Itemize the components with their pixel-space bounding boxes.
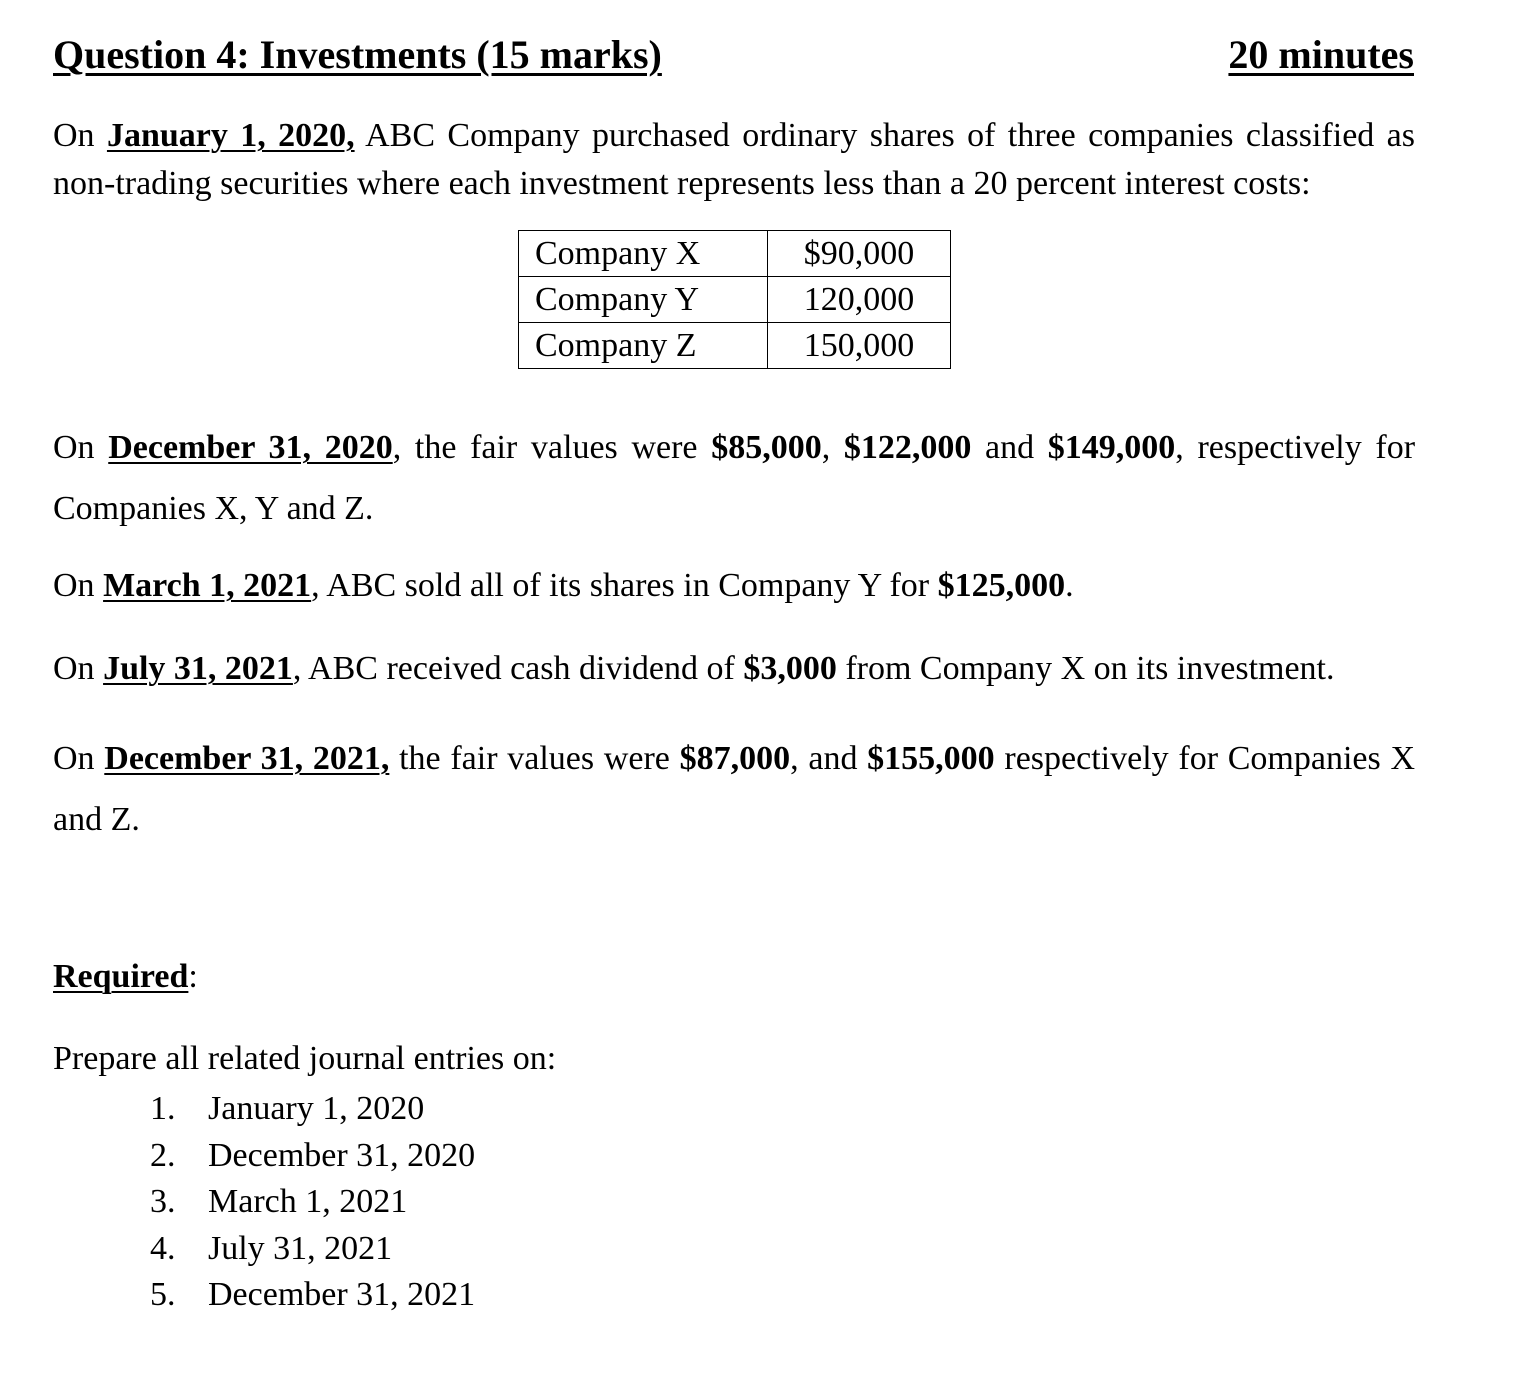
dividend-paragraph [53,645,1335,693]
time-allowance: 20 minutes [1228,32,1414,77]
intro-prefix: On [53,117,107,154]
event-amount: $155,000 [867,740,995,777]
event-text: , [821,429,844,466]
event-text: from Company X on its investment. [836,650,1335,687]
list-item-number: 3. [150,1183,176,1220]
event-date: March 1, 2021 [103,567,312,604]
event-amount: $149,000 [1047,429,1176,466]
table-row [519,231,951,277]
event-text: . [1065,567,1074,604]
event-text: , ABC received cash dividend of [292,650,744,687]
list-item [150,1179,475,1226]
cost-amount-cell: $90,000 [768,231,951,277]
event-text: , respectively for Companies X, Y and Z. [53,429,1416,527]
event-amount: $3,000 [743,650,837,687]
company-name-cell: Company Y [519,277,768,323]
list-item [150,1133,475,1180]
event-date: December 31, 2021, [104,740,390,777]
required-colon: : [188,958,198,995]
event-prefix: On [53,740,105,777]
fair-value-2020-paragraph [53,417,1415,539]
list-item [150,1226,475,1273]
company-name-cell: Company Z [519,323,768,369]
fair-value-2021-paragraph [53,728,1415,850]
list-item-number: 1. [150,1090,176,1127]
event-prefix: On [53,429,109,466]
list-item-number: 2. [150,1136,176,1174]
cost-amount-cell: 150,000 [768,323,951,369]
intro-paragraph [53,112,1415,208]
table-row [519,277,951,323]
list-item-text: July 31, 2021 [208,1229,393,1267]
list-item [150,1086,475,1133]
list-item-text: January 1, 2020 [208,1090,425,1127]
list-item-text: March 1, 2021 [208,1183,408,1220]
required-heading [53,958,198,996]
event-prefix: On [53,650,104,687]
event-amount: $125,000 [937,567,1066,604]
cost-amount-cell: 120,000 [768,277,951,323]
list-item-number: 4. [150,1229,176,1267]
intro-text: ABC Company purchased ordinary shares of three companies classified as non-trading securities where each investment represents less than a 20 percent interest costs: [53,117,1415,202]
journal-entry-dates-list [150,1086,475,1319]
event-amount: $122,000 [843,429,972,466]
list-item-text: December 31, 2021 [208,1276,476,1313]
table-row [519,323,951,369]
investment-cost-table [518,230,951,369]
event-date: July 31, 2021 [103,650,293,687]
event-text: , ABC sold all of its shares in Company Y for [311,567,938,604]
event-text: the fair values were [389,740,680,777]
list-item [150,1272,475,1319]
list-item-text: December 31, 2020 [208,1136,476,1174]
sale-paragraph [53,562,1074,610]
question-title: Question 4: Investments (15 marks) [53,32,662,77]
event-text: , the fair values were [392,429,712,466]
event-amount: $85,000 [711,429,822,466]
required-prompt: Prepare all related journal entries on: [53,1040,557,1077]
required-label: Required [53,958,189,995]
event-prefix: On [53,567,104,604]
event-text: respectively for Companies X and Z. [53,740,1416,838]
list-item-number: 5. [150,1276,176,1313]
event-date: December 31, 2020 [108,429,393,466]
event-text: , and [790,740,868,777]
company-name-cell: Company X [519,231,768,277]
event-amount: $87,000 [679,740,791,777]
intro-date: January 1, 2020, [106,117,355,154]
event-text: and [971,429,1048,466]
